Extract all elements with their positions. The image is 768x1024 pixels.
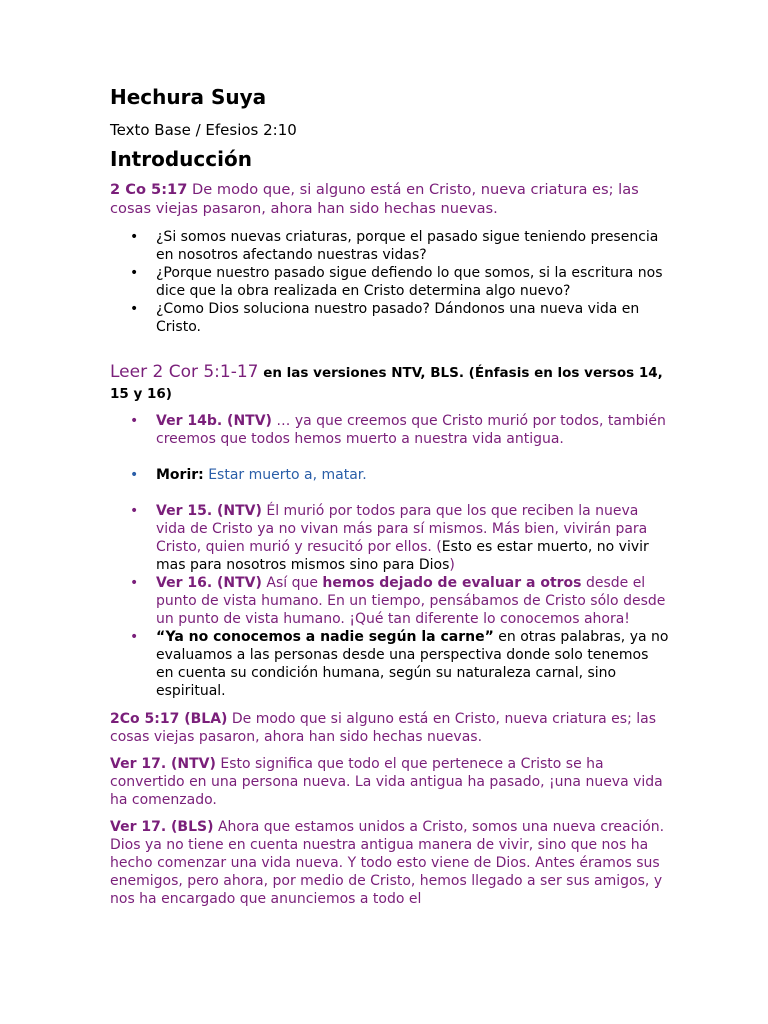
list-item: • ¿Si somos nuevas criaturas, porque el pasado sigue teniendo presencia en nosotros afectando nuestras vidas? xyxy=(130,229,659,263)
list-item: • Morir: Estar muerto a, matar. xyxy=(130,467,367,483)
points-list xyxy=(110,412,670,628)
verse-ntv: Ver 17. (NTV) Esto significa que todo el que pertenece a Cristo se ha convertido en una persona nueva. La vida antigua ha pasado, ¡una nueva vida ha comenzado. xyxy=(110,756,663,808)
list-item: • ¿Porque nuestro pasado sigue defiendo lo que somos, si la escritura nos dice que la obra realizada en Cristo determina algo nuevo? xyxy=(130,265,663,299)
list-item: • ¿Como Dios soluciona nuestro pasado? Dándonos una nueva vida en Cristo. xyxy=(130,301,640,335)
reading-rest: en las versiones NTV, BLS. (Énfasis en los versos 14, 15 y 16) xyxy=(110,365,663,402)
intro-verse xyxy=(110,180,670,218)
document-title: Hechura Suya xyxy=(110,85,267,109)
base-text-line: Texto Base / Efesios 2:10 xyxy=(110,121,297,139)
list-item: • Ver 15. (NTV) Él murió por todos para que los que reciben la nueva vida de Cristo ya no vivan más para sí mismos. Más bien, vivirán para Cristo, quien murió y resucitó por ellos. (Esto es estar muerto, no vivir mas para nosotros mismos sino para Dios) xyxy=(130,503,649,573)
list-item: • Ver 14b. (NTV) … ya que creemos que Cristo murió por todos, también creemos que todos hemos muerto a nuestra vida antigua. xyxy=(130,413,666,447)
verse-bla: 2Co 5:17 (BLA) De modo que si alguno está en Cristo, nueva criatura es; las cosas viejas pasaron, ahora han sido hechas nuevas. xyxy=(110,711,657,745)
points-list-cont xyxy=(110,628,670,700)
reading-ref: Leer 2 Cor 5:1-17 xyxy=(110,362,259,382)
intro-heading: Introducción xyxy=(110,147,252,171)
verse-bls: Ver 17. (BLS) Ahora que estamos unidos a Cristo, somos una nueva creación. Dios ya no tiene en cuenta nuestra antigua manera de vivir, sino que nos ha hecho comenzar una vida nueva. Y todo esto viene de Dios. Antes éramos sus enemigos, pero ahora, por medio de Cristo, hemos llegado a ser sus amigos, y nos ha encargado que anunciemos a todo el xyxy=(110,819,665,907)
list-item: • Ver 16. (NTV) Así que hemos dejado de evaluar a otros desde el punto de vista humano. En un tiempo, pensábamos de Cristo sólo desde un punto de vista humano. ¡Qué tan diferente lo conocemos ahora! xyxy=(130,575,666,627)
reading-instruction xyxy=(110,362,670,404)
list-item: • “Ya no conocemos a nadie según la carne” en otras palabras, ya no evaluamos a las personas desde una perspectiva donde solo tenemos en cuenta su condición humana, según su naturaleza carnal, sino espiritual. xyxy=(130,629,669,699)
intro-verse-text: De modo que, si alguno está en Cristo, nueva criatura es; las cosas viejas pasaron, ahora han sido hechas nuevas. xyxy=(110,181,639,217)
question-list xyxy=(110,228,670,336)
intro-verse-ref: 2 Co 5:17 xyxy=(110,181,188,198)
document-body xyxy=(110,84,670,908)
